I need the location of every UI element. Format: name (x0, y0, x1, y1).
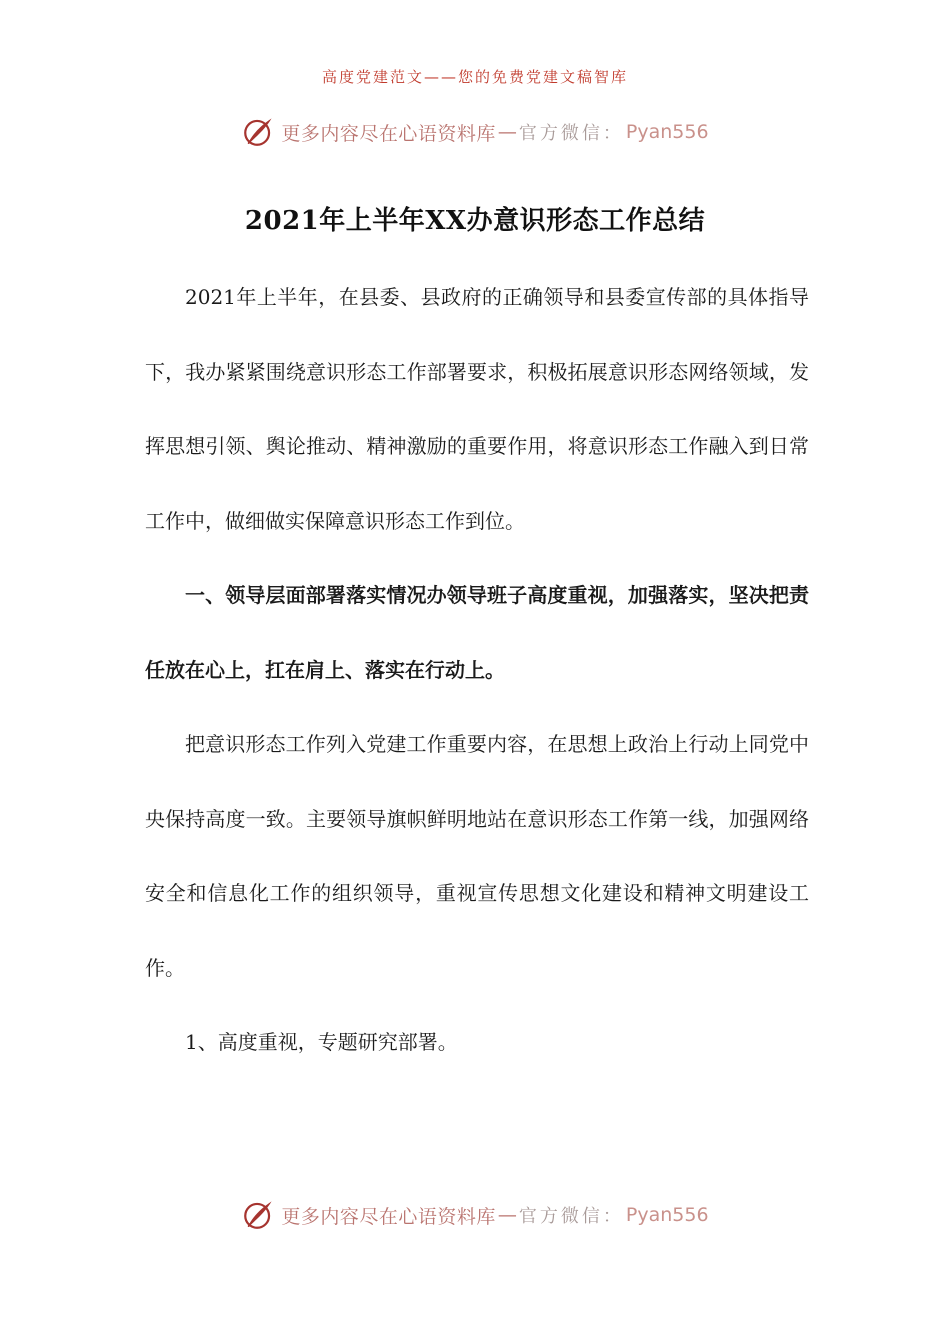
watermark-header (0, 110, 950, 154)
paragraph-section-1: 把意识形态工作列入党建工作重要内容，在思想上政治上行动上同党中央保持高度一致。主要领导旗帜鲜明地站在意识形态工作第一线，加强网络安全和信息化工作的组织领导，重视宣传思想文化建设和精神文明建设工作。 (145, 732, 809, 980)
quill-logo-icon (241, 1198, 275, 1232)
watermark-wechat-id: Pyan556 (625, 121, 709, 143)
quill-logo-icon (241, 115, 275, 149)
watermark-official-text: 官方微信： (518, 123, 624, 144)
document-title: 2021年上半年XX办意识形态工作总结 (244, 206, 706, 236)
watermark-dash: — (497, 121, 517, 143)
watermark-main-text: 更多内容尽在心语资料库 (281, 122, 496, 145)
subheading-1: 1、高度重视，专题研究部署。 (185, 1030, 458, 1054)
watermark-footer (0, 1193, 950, 1237)
paragraph-intro: 2021年上半年，在县委、县政府的正确领导和县委宣传部的具体指导下，我办紧紧围绕意识形态工作部署要求，积极拓展意识形态网络领域，发挥思想引领、舆论推动、精神激励的重要作用，将意识形态工作融入到日常工作中，做细做实保障意识形态工作到位。 (145, 285, 809, 533)
watermark-wechat-id: Pyan556 (625, 1204, 709, 1226)
section-heading-1: 一、领导层面部署落实情况办领导班子高度重视，加强落实，坚决把责任放在心上，扛在肩上、落实在行动上。 (145, 583, 809, 682)
watermark-main-text: 更多内容尽在心语资料库 (281, 1205, 496, 1228)
document-body (145, 260, 809, 1080)
watermark-official-text: 官方微信： (518, 1206, 624, 1227)
watermark-dash: — (497, 1204, 517, 1226)
header-banner: 高度党建范文——您的免费党建文稿智库 (321, 68, 628, 86)
